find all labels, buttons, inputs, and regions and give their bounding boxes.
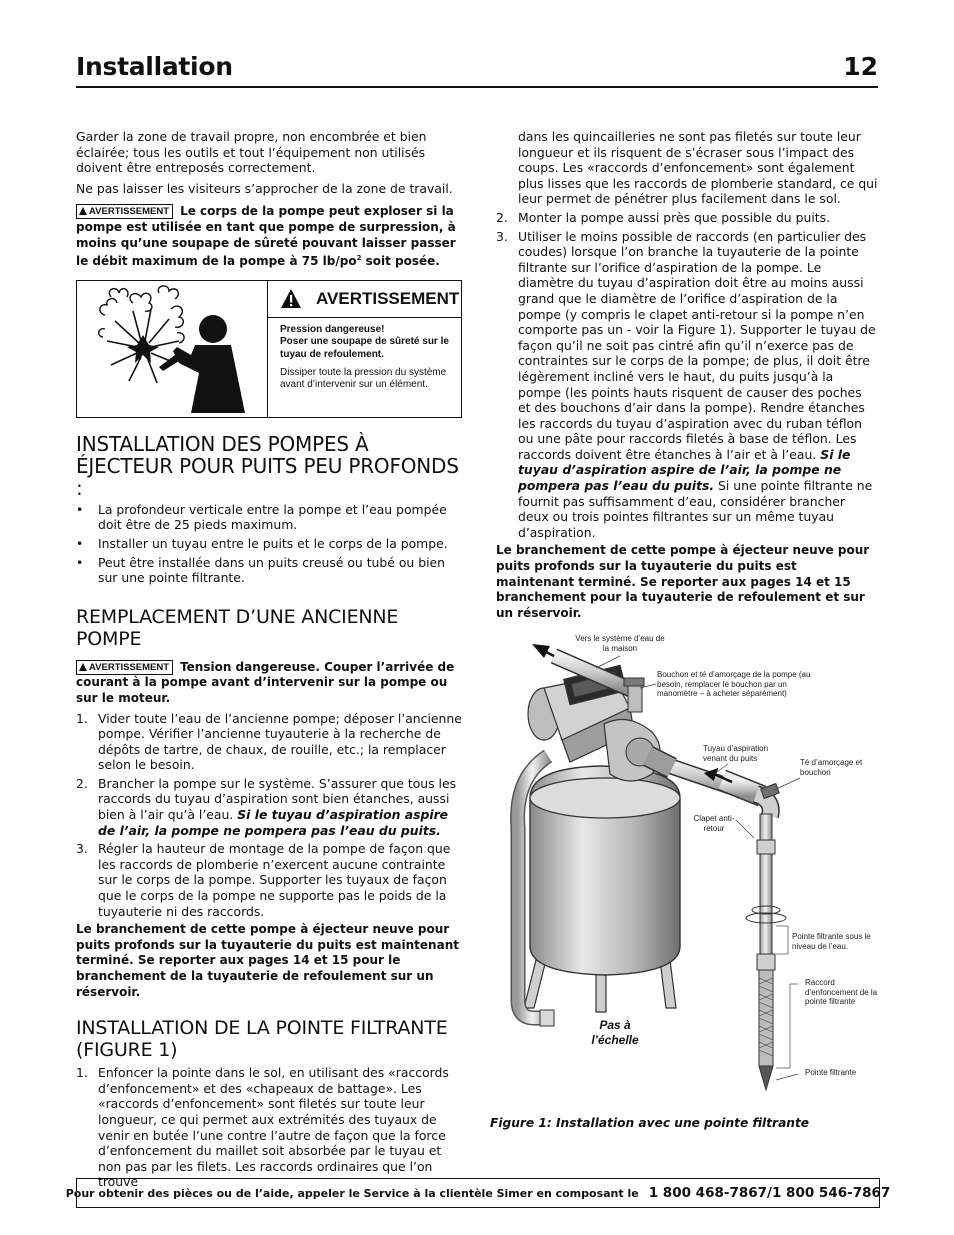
footer-text: Pour obtenir des pièces ou de l’aide, appeler le Service à la clientèle Simer en composant le bbox=[65, 1186, 639, 1200]
list-item: 2. Brancher la pompe sur le système. S’assurer que tous les raccords du tuyau d’aspiration sont bien étanches, aussi bien à l’air qu’à l’eau. Si le tuyau d’aspiration aspire de l’air, la pompe ne pompera pas l’eau du puits. bbox=[76, 775, 457, 838]
label-suction-pipe: Tuyau d’aspiration venant du puits bbox=[703, 744, 769, 763]
warning-box-line3: Dissiper toute la pression du système avant d’intervenir sur un élément. bbox=[280, 366, 447, 391]
left-column bbox=[76, 129, 462, 1193]
list-item: 3. Régler la hauteur de montage de la pompe de façon que les raccords de plomberie n’exercent aucune contrainte sur le corps de la pompe. Supporter les tuyaux de façon que le corps de la pompe ne supporte pas le poids de la tuyauterie ni des raccords. bbox=[76, 841, 451, 919]
page-number: 12 bbox=[843, 52, 878, 81]
label-to-house: Vers le système d’eau de la maison bbox=[575, 634, 665, 653]
list-item: • Peut être installée dans un puits creusé ou tubé ou bien sur une pointe filtrante. bbox=[76, 555, 462, 586]
list-item: • Installer un tuyau entre le puits et le corps de la pompe. bbox=[76, 536, 462, 552]
footer-phone: 1 800 468-7867/1 800 546-7867 bbox=[648, 1185, 891, 1201]
page-title: Installation bbox=[76, 52, 233, 81]
section-heading-well-point: INSTALLATION DE LA POINTE FILTRANTE (FIGURE 1) bbox=[76, 1017, 448, 1062]
warning-box-line1: Pression dangereuse! bbox=[280, 323, 385, 335]
warning-label: AVERTISSEMENT bbox=[76, 660, 173, 675]
warning-voltage: AVERTISSEMENT Tension dangereuse. Couper l’arrivée de courant à la pompe avant d’intervenir sur la pompe ou sur le moteur. bbox=[76, 659, 455, 705]
replace-closing: Le branchement de cette pompe à éjecteur neuve pour puits profonds sur la tuyauterie du puits est maintenant terminé. Se reporter aux pages 14 et 15 pour le branchement de la tuyauterie de refoulement sur un réservoir. bbox=[76, 922, 459, 999]
warning-triangle-icon bbox=[280, 288, 302, 310]
label-priming-tee: Té d’amorçage et bouchon bbox=[800, 758, 863, 777]
warning-label: AVERTISSEMENT bbox=[76, 204, 173, 219]
well-point-step1-continued: dans les quincailleries ne sont pas filetés sur toute leur longueur et ils risquent de s’écraser sous l’impact des coups. Les «raccords d’enfoncement» sont également plus lisses que les raccords de plomberie standard, ce qui leur permet de pénétrer plus facilement dans le sol. bbox=[518, 129, 878, 207]
warning-box-header bbox=[268, 281, 461, 318]
section-heading-replace-pump: REMPLACEMENT D’UNE ANCIENNE POMPE bbox=[76, 605, 399, 650]
list-item: 2. Monter la pompe aussi près que possible du puits. bbox=[496, 209, 831, 225]
label-priming-plug: Bouchon et té d’amorçage de la pompe (au besoin, remplacer le bouchon par un manomètre – à acheter séparément) bbox=[657, 670, 811, 699]
label-drive-fitting: Raccord d’enfoncement de la pointe filtrante bbox=[805, 978, 878, 1007]
warning-box-heading: AVERTISSEMENT bbox=[316, 288, 460, 308]
warning-box-line2: Poser une soupape de sûreté sur le tuyau de refoulement. bbox=[280, 336, 449, 360]
intro-paragraph: Garder la zone de travail propre, non encombrée et bien éclairée; tous les outils et tout l’équipement non utilisés doivent être entreposés correctement. bbox=[76, 129, 427, 176]
explosion-pictogram bbox=[77, 281, 268, 417]
figure-caption: Figure 1: Installation avec une pointe filtrante bbox=[490, 1116, 810, 1130]
label-well-point: Pointe filtrante bbox=[805, 1068, 857, 1077]
warning-triangle-icon bbox=[79, 207, 87, 215]
shallow-well-bullets bbox=[76, 502, 462, 586]
replace-steps bbox=[76, 711, 462, 920]
label-check-valve: Clapet anti-retour bbox=[693, 814, 735, 833]
footer-contact bbox=[65, 1178, 891, 1208]
intro-visitors-paragraph: Ne pas laisser les visiteurs s’approcher de la zone de travail. bbox=[76, 180, 453, 196]
label-not-to-scale: Pas à l’échelle bbox=[591, 1018, 639, 1047]
list-item: 1. Vider toute l’eau de l’ancienne pompe; déposer l’ancienne pompe. Vérifier l’ancienne tuyauterie à la recherche de dépôts de tartre, de chaux, de rouille, etc.; la remplacer selon le besoin. bbox=[76, 710, 462, 773]
list-item: 1. Enfoncer la pointe dans le sol, en utilisant des «raccords d’enfoncement» et des «chapeaux de battage». Les «raccords d’enfoncement» sont filetés sur toute leur longueur, ce qui permet aux extrémités des tuyaux de venir en butée l’une contre l’autre de façon que la force d’enfoncement du maillet soit absorbée par le tuyau et non pas par les filets. Les raccords ordinaires que l’on trouve bbox=[76, 1065, 449, 1190]
page-header bbox=[76, 50, 878, 88]
figure-well-point-installation bbox=[500, 628, 880, 1098]
warning-box-text bbox=[268, 281, 461, 417]
list-item: 3. Utiliser le moins possible de raccords (en particulier des coudes) lorsque l’on branche la tuyauterie de la pointe filtrante sur l’orifice d’aspiration de la pompe. Le diamètre du tuyau d’aspiration doit être au moins aussi grand que le diamètre de l’orifice d’aspiration de la pompe (y compris le clapet anti-retour si la pompe n’en comporte pas un - voir la Figure 1). Supporter le tuyau de façon qu’il ne soit pas cintré afin qu’il n’exerce pas de contraintes sur le corps de la pompe; de plus, il doit être légèrement incliné vers le haut, du puits jusqu’à la pompe (les points hauts risquent de causer des poches et des bouchons d’air dans la pompe). Rendre étanches les raccords du tuyau d’aspiration avec du ruban téflon ou une pâte pour raccords filetés à base de téflon. Les raccords doivent être étanches à l’air et à l’eau. Si le tuyau d’aspiration aspire de l’air, la pompe ne pompera pas l’eau du puits. Si une pointe filtrante ne fournit pas suffisamment d’eau, considérer brancher deux ou trois pointes filtrantes sur un même tuyau d’aspiration. bbox=[496, 228, 876, 540]
warning-box bbox=[76, 280, 462, 418]
well-point-steps-continued bbox=[496, 210, 878, 540]
well-point-steps bbox=[76, 1065, 462, 1190]
warning-triangle-icon bbox=[79, 663, 87, 671]
right-column bbox=[496, 129, 878, 626]
explosion-pictogram-icon bbox=[93, 285, 253, 413]
list-item: • La profondeur verticale entre la pompe et l’eau pompée doit être de 25 pieds maximum. bbox=[76, 502, 462, 533]
label-point-below-water: Pointe filtrante sous le niveau de l’eau. bbox=[792, 932, 871, 951]
section-heading-shallow-well: INSTALLATION DES POMPES À ÉJECTEUR POUR PUITS PEU PROFONDS : bbox=[76, 431, 459, 500]
well-point-closing: Le branchement de cette pompe à éjecteur neuve pour puits profonds sur la tuyauterie du puits est maintenant terminé. Se reporter aux pages 14 et 15 branchement pour la tuyauterie de refoulement et sur un réservoir. bbox=[496, 543, 870, 620]
warning-explosion: AVERTISSEMENT Le corps de la pompe peut exploser si la pompe est utilisée en tant que pompe de surpression, à moins qu’une soupape de sûreté pouvant laisser passer le débit maximum de la pompe à 75 $lb/po^2$ soit posée. bbox=[76, 204, 456, 269]
